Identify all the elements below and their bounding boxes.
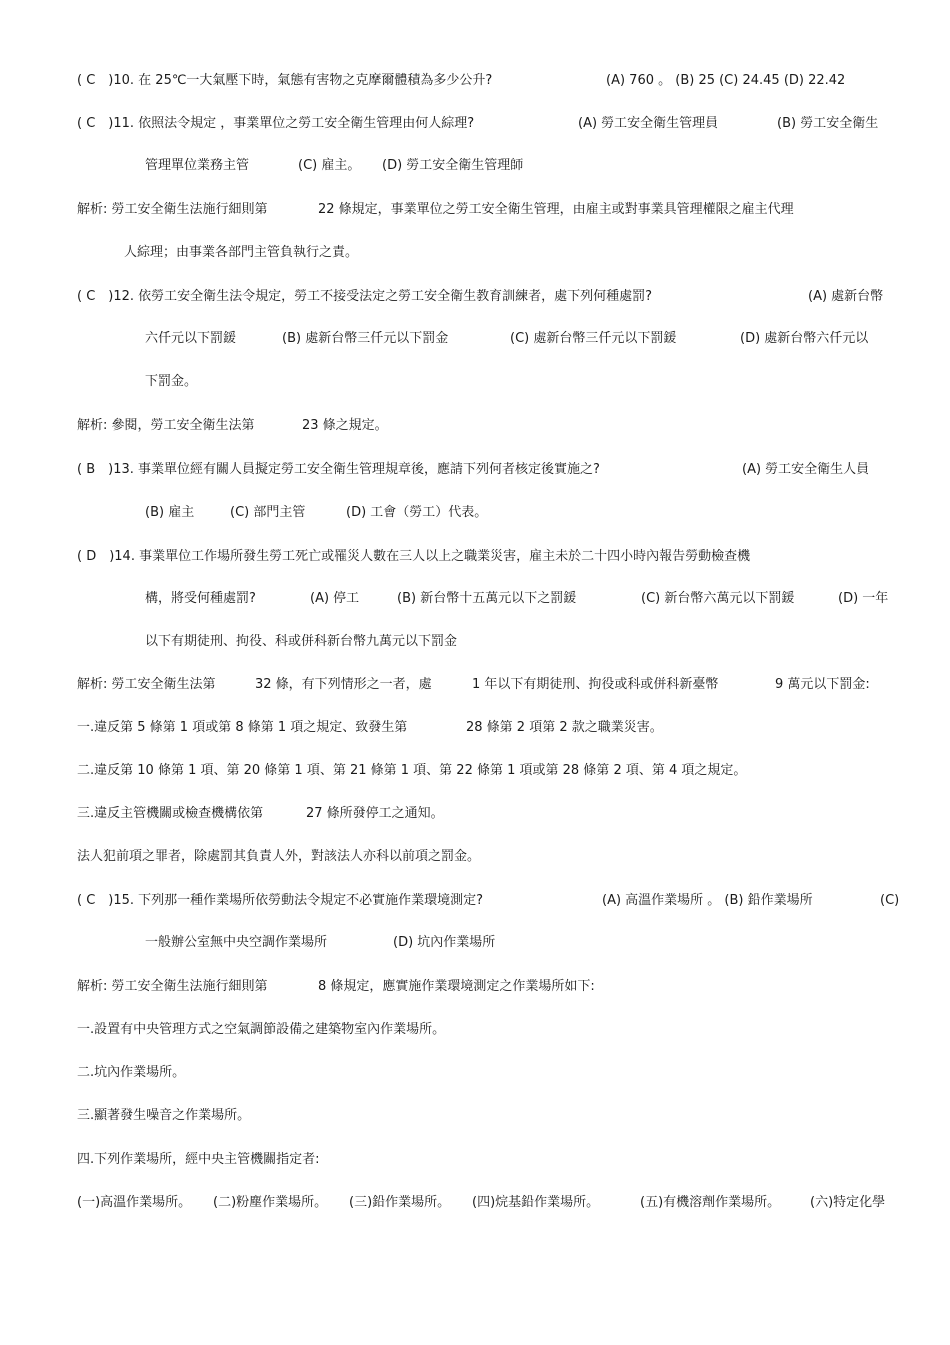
text-line-17-segment-1: 27 條所發停工之通知。: [306, 806, 444, 821]
text-line-6-segment-1: (B) 處新台幣三仟元以下罰金: [282, 331, 449, 346]
text-line-26-segment-0: (一)高溫作業場所。: [77, 1195, 192, 1210]
text-line-9-segment-1: (A) 勞工安全衛生人員: [742, 462, 870, 477]
text-line-6-segment-2: (C) 處新台幣三仟元以下罰鍰: [510, 331, 677, 346]
text-line-21-segment-1: 8 條規定，應實施作業環境測定之作業場所如下:: [318, 979, 595, 994]
text-line-12-segment-4: (D) 一年: [838, 591, 889, 606]
text-line-10-segment-0: (B) 雇主: [145, 505, 195, 520]
text-line-5-segment-0: ( C )12. 依勞工安全衛生法令規定，勞工不接受法定之勞工安全衛生教育訓練者，處下列何種處罰?: [77, 289, 653, 304]
text-line-26-segment-1: (二)粉塵作業場所。: [213, 1195, 328, 1210]
text-line-11-segment-0: ( D )14. 事業單位工作場所發生勞工死亡或罹災人數在三人以上之職業災害，雇主未於二十四小時內報告勞動檢查機: [77, 549, 751, 564]
text-line-14-segment-3: 9 萬元以下罰金:: [775, 677, 870, 692]
text-line-19-segment-2: (C): [880, 893, 900, 908]
text-line-10-segment-2: (D) 工會（勞工）代表。: [346, 505, 488, 520]
text-line-10-segment-1: (C) 部門主管: [230, 505, 306, 520]
text-line-15-segment-0: 一.違反第 5 條第 1 項或第 8 條第 1 項之規定、致發生第: [77, 720, 408, 735]
text-line-14-segment-1: 32 條，有下列情形之一者，處: [255, 677, 432, 692]
text-line-9-segment-0: ( B )13. 事業單位經有關人員擬定勞工安全衛生管理規章後，應請下列何者核定後實施之?: [77, 462, 600, 477]
text-line-1-segment-2: (B) 勞工安全衛生: [777, 116, 879, 131]
text-line-3-segment-1: 22 條規定，事業單位之勞工安全衛生管理，由雇主或對事業具管理權限之雇主代理: [318, 202, 794, 217]
text-line-6-segment-0: 六仟元以下罰鍰: [145, 331, 237, 346]
text-line-26-segment-3: (四)烷基鉛作業場所。: [472, 1195, 600, 1210]
text-line-2-segment-0: 管理單位業務主管: [145, 158, 250, 173]
text-line-20-segment-0: 一般辦公室無中央空調作業場所: [145, 935, 328, 950]
text-line-2-segment-2: (D) 勞工安全衛生管理師: [382, 158, 524, 173]
text-line-1-segment-0: ( C )11. 依照法令規定 ，事業單位之勞工安全衛生管理由何人綜理?: [77, 116, 475, 131]
text-line-7-segment-0: 下罰金。: [145, 374, 198, 389]
text-line-26-segment-5: (六)特定化學: [810, 1195, 886, 1210]
text-line-21-segment-0: 解析: 勞工安全衛生法施行細則第: [77, 979, 268, 994]
text-line-14-segment-0: 解析: 勞工安全衛生法第: [77, 677, 216, 692]
text-line-19-segment-0: ( C )15. 下列那一種作業場所依勞動法令規定不必實施作業環境測定?: [77, 893, 484, 908]
text-line-12-segment-2: (B) 新台幣十五萬元以下之罰鍰: [397, 591, 577, 606]
text-line-23-segment-0: 二.坑內作業場所。: [77, 1065, 186, 1080]
text-line-25-segment-0: 四.下列作業場所，經中央主管機關指定者:: [77, 1152, 320, 1167]
text-line-14-segment-2: 1 年以下有期徒刑、拘役或科或併科新臺幣: [472, 677, 719, 692]
text-line-8-segment-1: 23 條之規定。: [302, 418, 388, 433]
text-line-12-segment-1: (A) 停工: [310, 591, 360, 606]
text-line-1-segment-1: (A) 勞工安全衛生管理員: [578, 116, 719, 131]
text-line-19-segment-1: (A) 高溫作業場所 。 (B) 鉛作業場所: [602, 893, 813, 908]
text-line-26-segment-2: (三)鉛作業場所。: [349, 1195, 451, 1210]
text-line-22-segment-0: 一.設置有中央管理方式之空氣調節設備之建築物室內作業場所。: [77, 1022, 446, 1037]
text-line-4-segment-0: 人綜理；由事業各部門主管負執行之責。: [124, 245, 359, 260]
text-line-24-segment-0: 三.顯著發生噪音之作業場所。: [77, 1108, 251, 1123]
text-line-26-segment-4: (五)有機溶劑作業場所。: [640, 1195, 781, 1210]
text-line-18-segment-0: 法人犯前項之罪者，除處罰其負責人外，對該法人亦科以前項之罰金。: [77, 849, 481, 864]
text-line-5-segment-1: (A) 處新台幣: [808, 289, 884, 304]
text-line-20-segment-1: (D) 坑內作業場所: [393, 935, 496, 950]
text-line-0-segment-1: (A) 760 。 (B) 25 (C) 24.45 (D) 22.42: [606, 73, 846, 88]
text-line-12-segment-0: 構，將受何種處罰?: [145, 591, 256, 606]
text-line-0-segment-0: ( C )10. 在 25℃一大氣壓下時，氣態有害物之克摩爾體積為多少公升?: [77, 73, 493, 88]
text-line-8-segment-0: 解析: 參閱，勞工安全衛生法第: [77, 418, 255, 433]
text-line-2-segment-1: (C) 雇主。: [298, 158, 361, 173]
text-line-6-segment-3: (D) 處新台幣六仟元以: [740, 331, 869, 346]
text-line-13-segment-0: 以下有期徒刑、拘役、科或併科新台幣九萬元以下罰金: [145, 634, 458, 649]
text-line-17-segment-0: 三.違反主管機關或檢查機構依第: [77, 806, 264, 821]
text-line-16-segment-0: 二.違反第 10 條第 1 項、第 20 條第 1 項、第 21 條第 1 項、第 22 條第 1 項或第 28 條第 2 項、第 4 項之規定。: [77, 763, 747, 778]
text-line-12-segment-3: (C) 新台幣六萬元以下罰鍰: [641, 591, 795, 606]
text-line-3-segment-0: 解析: 勞工安全衛生法施行細則第: [77, 202, 268, 217]
text-line-15-segment-1: 28 條第 2 項第 2 款之職業災害。: [466, 720, 663, 735]
